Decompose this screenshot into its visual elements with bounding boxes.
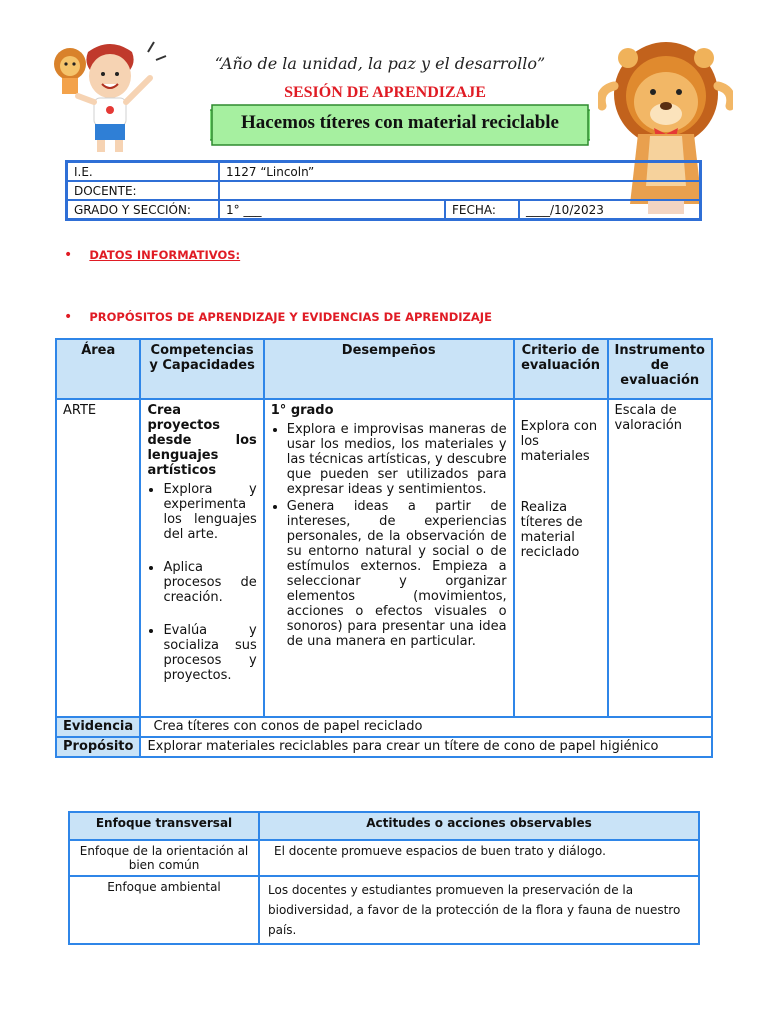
ie-label: I.E. <box>67 162 220 182</box>
proposito-value: Explorar materiales reciclables para crear un títere de cono de papel higiénico <box>140 737 712 757</box>
area-cell: ARTE <box>56 399 140 717</box>
fecha-value: ____/10/2023 <box>519 200 701 220</box>
criterio-cell <box>514 399 608 717</box>
grado-label: GRADO Y SECCIÓN: <box>67 200 220 220</box>
capacidades-list <box>147 482 256 683</box>
header-instrumento: Instrumento de evaluación <box>608 339 712 399</box>
grado-value: 1° ___ <box>219 200 445 220</box>
session-label: SESIÓN DE APRENDIZAJE <box>284 84 486 101</box>
desempeno-item: • Genera ideas a partir de intereses, de experiencias personales, de la observación de su entorno natural y social o de estímulos externos. Empieza a seleccionar y organizar elementos (movimientos, acciones o efectos visuales o sonoros) para presentar una idea de una manera en particular. <box>287 499 507 649</box>
capacidad-item: • Evalúa y socializa sus procesos y proyectos. <box>163 623 256 683</box>
header-area: Área <box>56 339 140 399</box>
desempenos-cell <box>264 399 514 717</box>
evidencia-label: Evidencia <box>56 717 140 737</box>
instrumento-cell: Escala de valoración <box>608 399 712 717</box>
bullet-icon: • <box>64 247 73 263</box>
competencia-text: Crea proyectos desde los lenguajes artísticos <box>147 403 257 478</box>
ie-value: 1127 “Lincoln” <box>219 162 701 182</box>
header-competencias: Competencias y Capacidades <box>140 339 263 399</box>
proposito-label: Propósito <box>56 737 140 757</box>
propositos-table <box>55 338 713 758</box>
header-criterio: Criterio de evaluación <box>514 339 608 399</box>
enfoque-cell: Enfoque ambiental <box>69 876 259 944</box>
header-enfoque: Enfoque transversal <box>69 812 259 840</box>
docente-value <box>219 181 701 200</box>
header-actitudes: Actitudes o acciones observables <box>259 812 699 840</box>
propositos-heading: • PROPÓSITOS DE APRENDIZAJE Y EVIDENCIAS DE APRENDIZAJE <box>64 309 492 325</box>
datos-heading: • DATOS INFORMATIVOS: <box>64 247 241 263</box>
desempenos-list <box>271 422 507 649</box>
motto-text: “Año de la unidad, la paz y el desarrollo” <box>214 54 546 73</box>
actitud-cell: Los docentes y estudiantes promueven la preservación de la biodiversidad, a favor de la protección de la flora y fauna de nuestro país. <box>259 876 699 944</box>
docente-label: DOCENTE: <box>67 181 220 200</box>
fecha-label: FECHA: <box>445 200 519 220</box>
enfoque-cell: Enfoque de la orientación al bien común <box>69 840 259 876</box>
child-puppet-illustration <box>48 34 173 159</box>
criterio-item: Realiza títeres de material reciclado <box>520 500 583 560</box>
actitud-cell: El docente promueve espacios de buen trato y diálogo. <box>259 840 699 876</box>
bullet-icon: • <box>64 309 73 325</box>
desempeno-item: • Explora e improvisas maneras de usar los medios, los materiales y las técnicas artísticas, y descubre que pueden ser utilizados para expresar ideas y sentimientos. <box>287 422 507 497</box>
capacidad-item: • Explora y experimenta los lenguajes del arte. <box>163 482 256 542</box>
capacidad-item: • Aplica procesos de creación. <box>163 560 256 605</box>
evidencia-value: Crea títeres con conos de papel reciclado <box>140 717 712 737</box>
info-table <box>65 160 702 221</box>
grado-heading: 1° grado <box>270 403 334 418</box>
header-desempenos: Desempeños <box>264 339 514 399</box>
competencias-cell <box>140 399 263 717</box>
page-title: Hacemos títeres con material reciclable <box>241 112 559 133</box>
criterio-item: Explora con los materiales <box>520 419 598 464</box>
enfoque-table <box>68 811 700 945</box>
lion-puppet-small-icon <box>54 48 86 94</box>
